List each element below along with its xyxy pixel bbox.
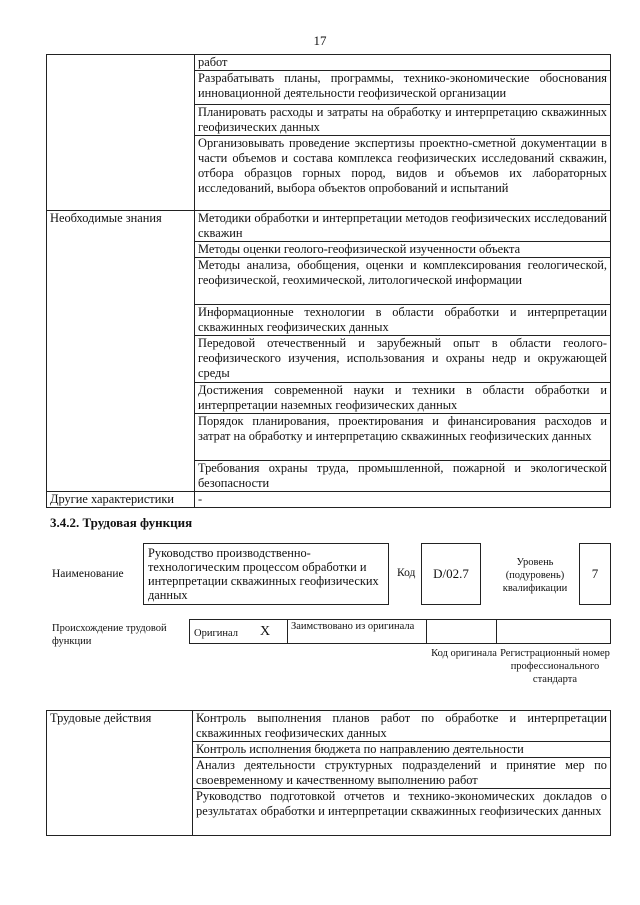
table-cell: Требования охраны труда, промышленной, пожарной и экологической безопасности bbox=[195, 461, 611, 492]
level-label: Уровень (подуровень) квалификации bbox=[502, 557, 568, 594]
actions-table bbox=[46, 710, 611, 836]
divider bbox=[287, 620, 288, 643]
table-cell: Методы анализа, обобщения, оценки и комплексирования геологической, геофизической, геохимической, литологической информации bbox=[195, 258, 611, 305]
table-label-empty bbox=[47, 55, 195, 211]
code-value: D/02.7 bbox=[433, 566, 469, 581]
level-box bbox=[579, 543, 611, 605]
table-cell: Анализ деятельности структурных подразделений и принятие мер по своевременному и качественному выполнению работ bbox=[193, 758, 611, 789]
code-original-caption: Код оригинала bbox=[431, 648, 497, 659]
divider bbox=[426, 620, 427, 643]
actions-label: Трудовые действия bbox=[47, 711, 193, 836]
other-label: Другие характеристики bbox=[47, 492, 195, 508]
level-value: 7 bbox=[591, 566, 599, 581]
code-box bbox=[421, 543, 481, 605]
table-cell: Контроль исполнения бюджета по направлению деятельности bbox=[193, 742, 611, 758]
table-cell: работ bbox=[195, 55, 611, 71]
divider bbox=[496, 620, 497, 643]
origin-label: Происхождение трудовой функции bbox=[52, 623, 167, 647]
original-label: Оригинал bbox=[194, 628, 238, 639]
table-cell: Организовывать проведение экспертизы проектно-сметной документации в части объемов и состава комплекса геофизических исследований скважин, отбора образцов горных пород, видов и объемов их лабораторных исследований, выбора объектов опробований и испытаний bbox=[195, 136, 611, 211]
table-cell: Методики обработки и интерпретации методов геофизических исследований скважин bbox=[195, 211, 611, 242]
table-cell: Контроль выполнения планов работ по обработке и интерпретации скважинных геофизических данных bbox=[193, 711, 611, 742]
origin-row bbox=[189, 619, 611, 644]
borrowed-label: Заимствовано из оригинала bbox=[291, 621, 415, 632]
page-number: 17 bbox=[313, 33, 327, 48]
function-name-box bbox=[143, 543, 389, 605]
knowledge-label: Необходимые знания bbox=[47, 211, 195, 492]
table-cell: Информационные технологии в области обработки и интерпретации скважинных геофизических данных bbox=[195, 305, 611, 336]
knowledge-table bbox=[46, 54, 611, 508]
function-name-value: Руководство производственно-технологическим процессом обработки и интерпретации скважинных геофизических данных bbox=[148, 546, 379, 602]
table-cell: Руководство подготовкой отчетов и технико-экономических докладов о результатах обработки и интерпретации скважинных геофизических данных bbox=[193, 789, 611, 836]
name-label: Наименование bbox=[52, 568, 124, 580]
table-cell: Достижения современной науки и техники в области обработки и интерпретации наземных геофизических данных bbox=[195, 383, 611, 414]
table-cell: Передовой отечественный и зарубежный опыт в области геолого-геофизического изучения, использования и охраны недр и окружающей среды bbox=[195, 336, 611, 383]
code-label: Код bbox=[397, 567, 416, 579]
table-cell: - bbox=[195, 492, 611, 508]
original-mark: X bbox=[260, 624, 271, 639]
table-cell: Разрабатывать планы, программы, технико-экономические обоснования инновационной деятельности геофизической организации bbox=[195, 71, 611, 105]
table-cell: Планировать расходы и затраты на обработку и интерпретацию скважинных геофизических данных bbox=[195, 105, 611, 136]
table-cell: Методы оценки геолого-геофизической изученности объекта bbox=[195, 242, 611, 258]
reg-number-caption: Регистрационный номер профессионального стандарта bbox=[500, 648, 610, 685]
section-title: 3.4.2. Трудовая функция bbox=[50, 515, 193, 530]
table-cell: Порядок планирования, проектирования и финансирования расходов и затрат на обработку и интерпретацию скважинных геофизических данных bbox=[195, 414, 611, 461]
